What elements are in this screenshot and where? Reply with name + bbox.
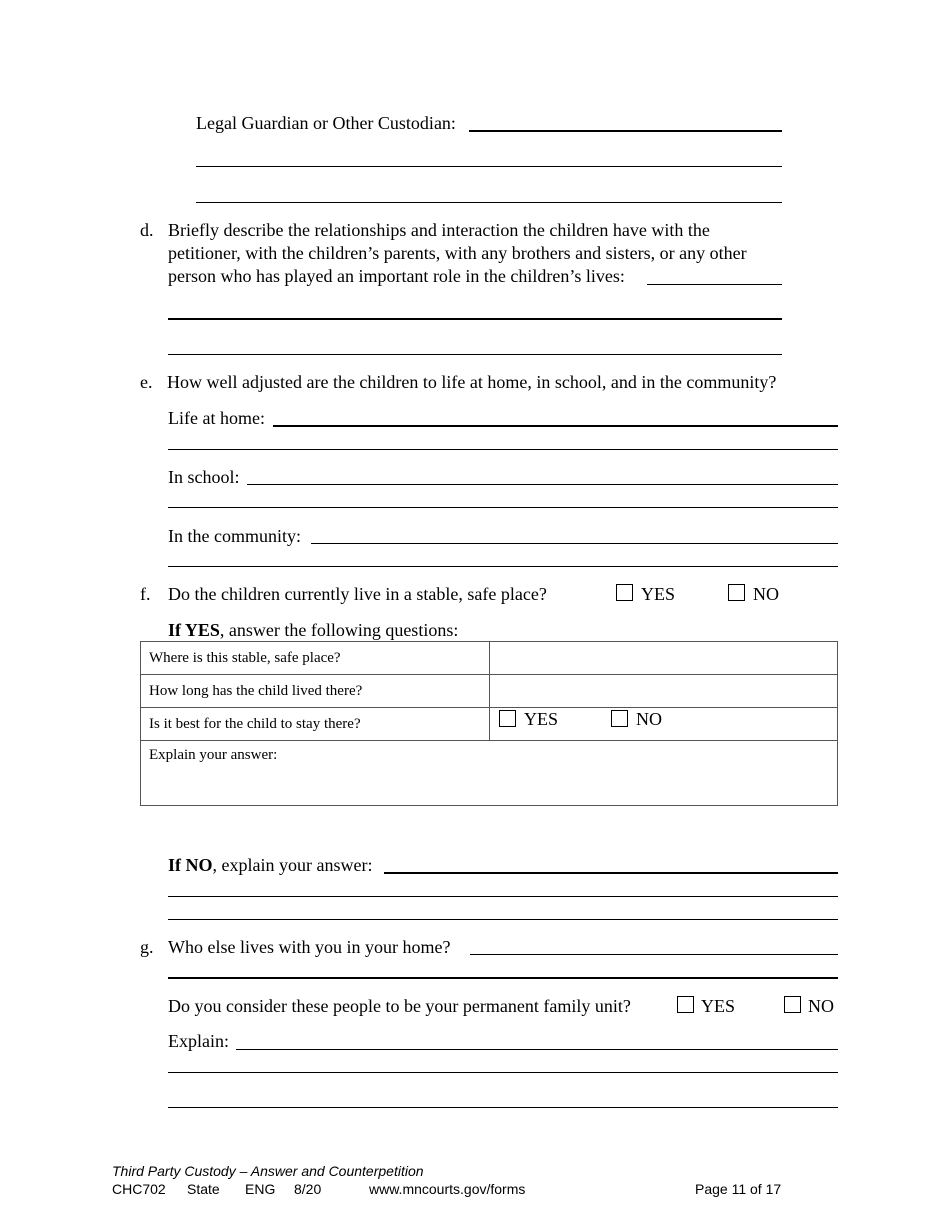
section-e-letter: e. [140, 372, 153, 392]
in-community-label: In the community: [168, 526, 301, 546]
section-e-question: How well adjusted are the children to life at home, in school, and in the community? [167, 372, 777, 392]
table-row2-label: How long has the child lived there? [141, 675, 490, 708]
table-row4-explain[interactable] [141, 741, 838, 806]
footer-form-code: CHC702 [112, 1181, 166, 1197]
section-d-line2: petitioner, with the children’s parents, with any brothers and sisters, or any other [168, 243, 747, 263]
footer-language: ENG [245, 1181, 276, 1197]
footer-url[interactable]: www.mncourts.gov/forms [369, 1181, 526, 1197]
table-no-label: NO [636, 709, 662, 729]
explain-line-3[interactable] [168, 1107, 838, 1108]
guardian-label: Legal Guardian or Other Custodian: [196, 113, 456, 133]
section-f-letter: f. [140, 584, 151, 604]
life-at-home-input-line[interactable] [273, 425, 838, 427]
table-row3-answer [490, 708, 838, 741]
in-community-input-line[interactable] [311, 543, 838, 544]
footer-page-number: Page 11 of 17 [695, 1181, 782, 1197]
section-f-yes-checkbox[interactable] [616, 584, 633, 601]
explain-line-2[interactable] [168, 1072, 838, 1073]
section-d-line1: Briefly describe the relationships and interaction the children have with the [168, 220, 710, 240]
section-d-letter: d. [140, 220, 154, 240]
section-d-line3: person who has played an important role in the children’s lives: [168, 266, 625, 286]
table-no-checkbox[interactable] [611, 710, 628, 727]
section-g-letter: g. [140, 937, 154, 957]
in-school-line-2[interactable] [168, 507, 838, 508]
section-d-line-3[interactable] [168, 354, 782, 355]
family-unit-question: Do you consider these people to be your permanent family unit? [168, 996, 631, 1016]
table-yes-checkbox[interactable] [499, 710, 516, 727]
family-yes-checkbox[interactable] [677, 996, 694, 1013]
explain-label: Explain: [168, 1031, 229, 1051]
table-row1-answer[interactable] [490, 642, 838, 675]
if-yes-bold: If YES [168, 620, 220, 640]
if-no-input-line[interactable] [384, 872, 838, 874]
section-f-no-checkbox[interactable] [728, 584, 745, 601]
footer-title: Third Party Custody – Answer and Counterpetition [112, 1163, 424, 1179]
if-no-rest: , explain your answer: [212, 855, 373, 875]
footer-jurisdiction: State [187, 1181, 220, 1197]
table-yes-label: YES [524, 709, 559, 729]
if-no-line-3[interactable] [168, 919, 838, 920]
footer-date: 8/20 [294, 1181, 322, 1197]
section-f-no-label: NO [753, 584, 779, 604]
family-no-checkbox[interactable] [784, 996, 801, 1013]
family-yes-label: YES [701, 996, 736, 1016]
table-row3-label: Is it best for the child to stay there? [141, 708, 490, 741]
if-no-bold: If NO [168, 855, 213, 875]
table-row2-answer[interactable] [490, 675, 838, 708]
life-at-home-line-2[interactable] [168, 449, 838, 450]
table-row1-label: Where is this stable, safe place? [141, 642, 490, 675]
if-yes-table [140, 641, 838, 806]
in-school-input-line[interactable] [247, 484, 838, 485]
explain-input-line[interactable] [236, 1049, 838, 1050]
guardian-input-line[interactable] [469, 130, 782, 132]
section-g-line-2[interactable] [168, 977, 838, 979]
family-no-label: NO [808, 996, 834, 1016]
if-no-instruction [168, 855, 372, 875]
guardian-line-2[interactable] [196, 166, 782, 167]
section-g-input-line[interactable] [470, 954, 838, 955]
if-no-line-2[interactable] [168, 896, 838, 897]
in-community-line-2[interactable] [168, 566, 838, 567]
if-yes-rest: , answer the following questions: [219, 620, 459, 640]
life-at-home-label: Life at home: [168, 408, 265, 428]
section-d-line-2[interactable] [168, 318, 782, 320]
section-f-yes-label: YES [641, 584, 676, 604]
section-f-question: Do the children currently live in a stable, safe place? [168, 584, 547, 604]
table-row4-label: Explain your answer: [149, 747, 278, 763]
section-g-question: Who else lives with you in your home? [168, 937, 451, 957]
in-school-label: In school: [168, 467, 240, 487]
if-yes-instruction [168, 620, 458, 640]
section-d-input-line[interactable] [647, 284, 782, 285]
guardian-line-3[interactable] [196, 202, 782, 203]
